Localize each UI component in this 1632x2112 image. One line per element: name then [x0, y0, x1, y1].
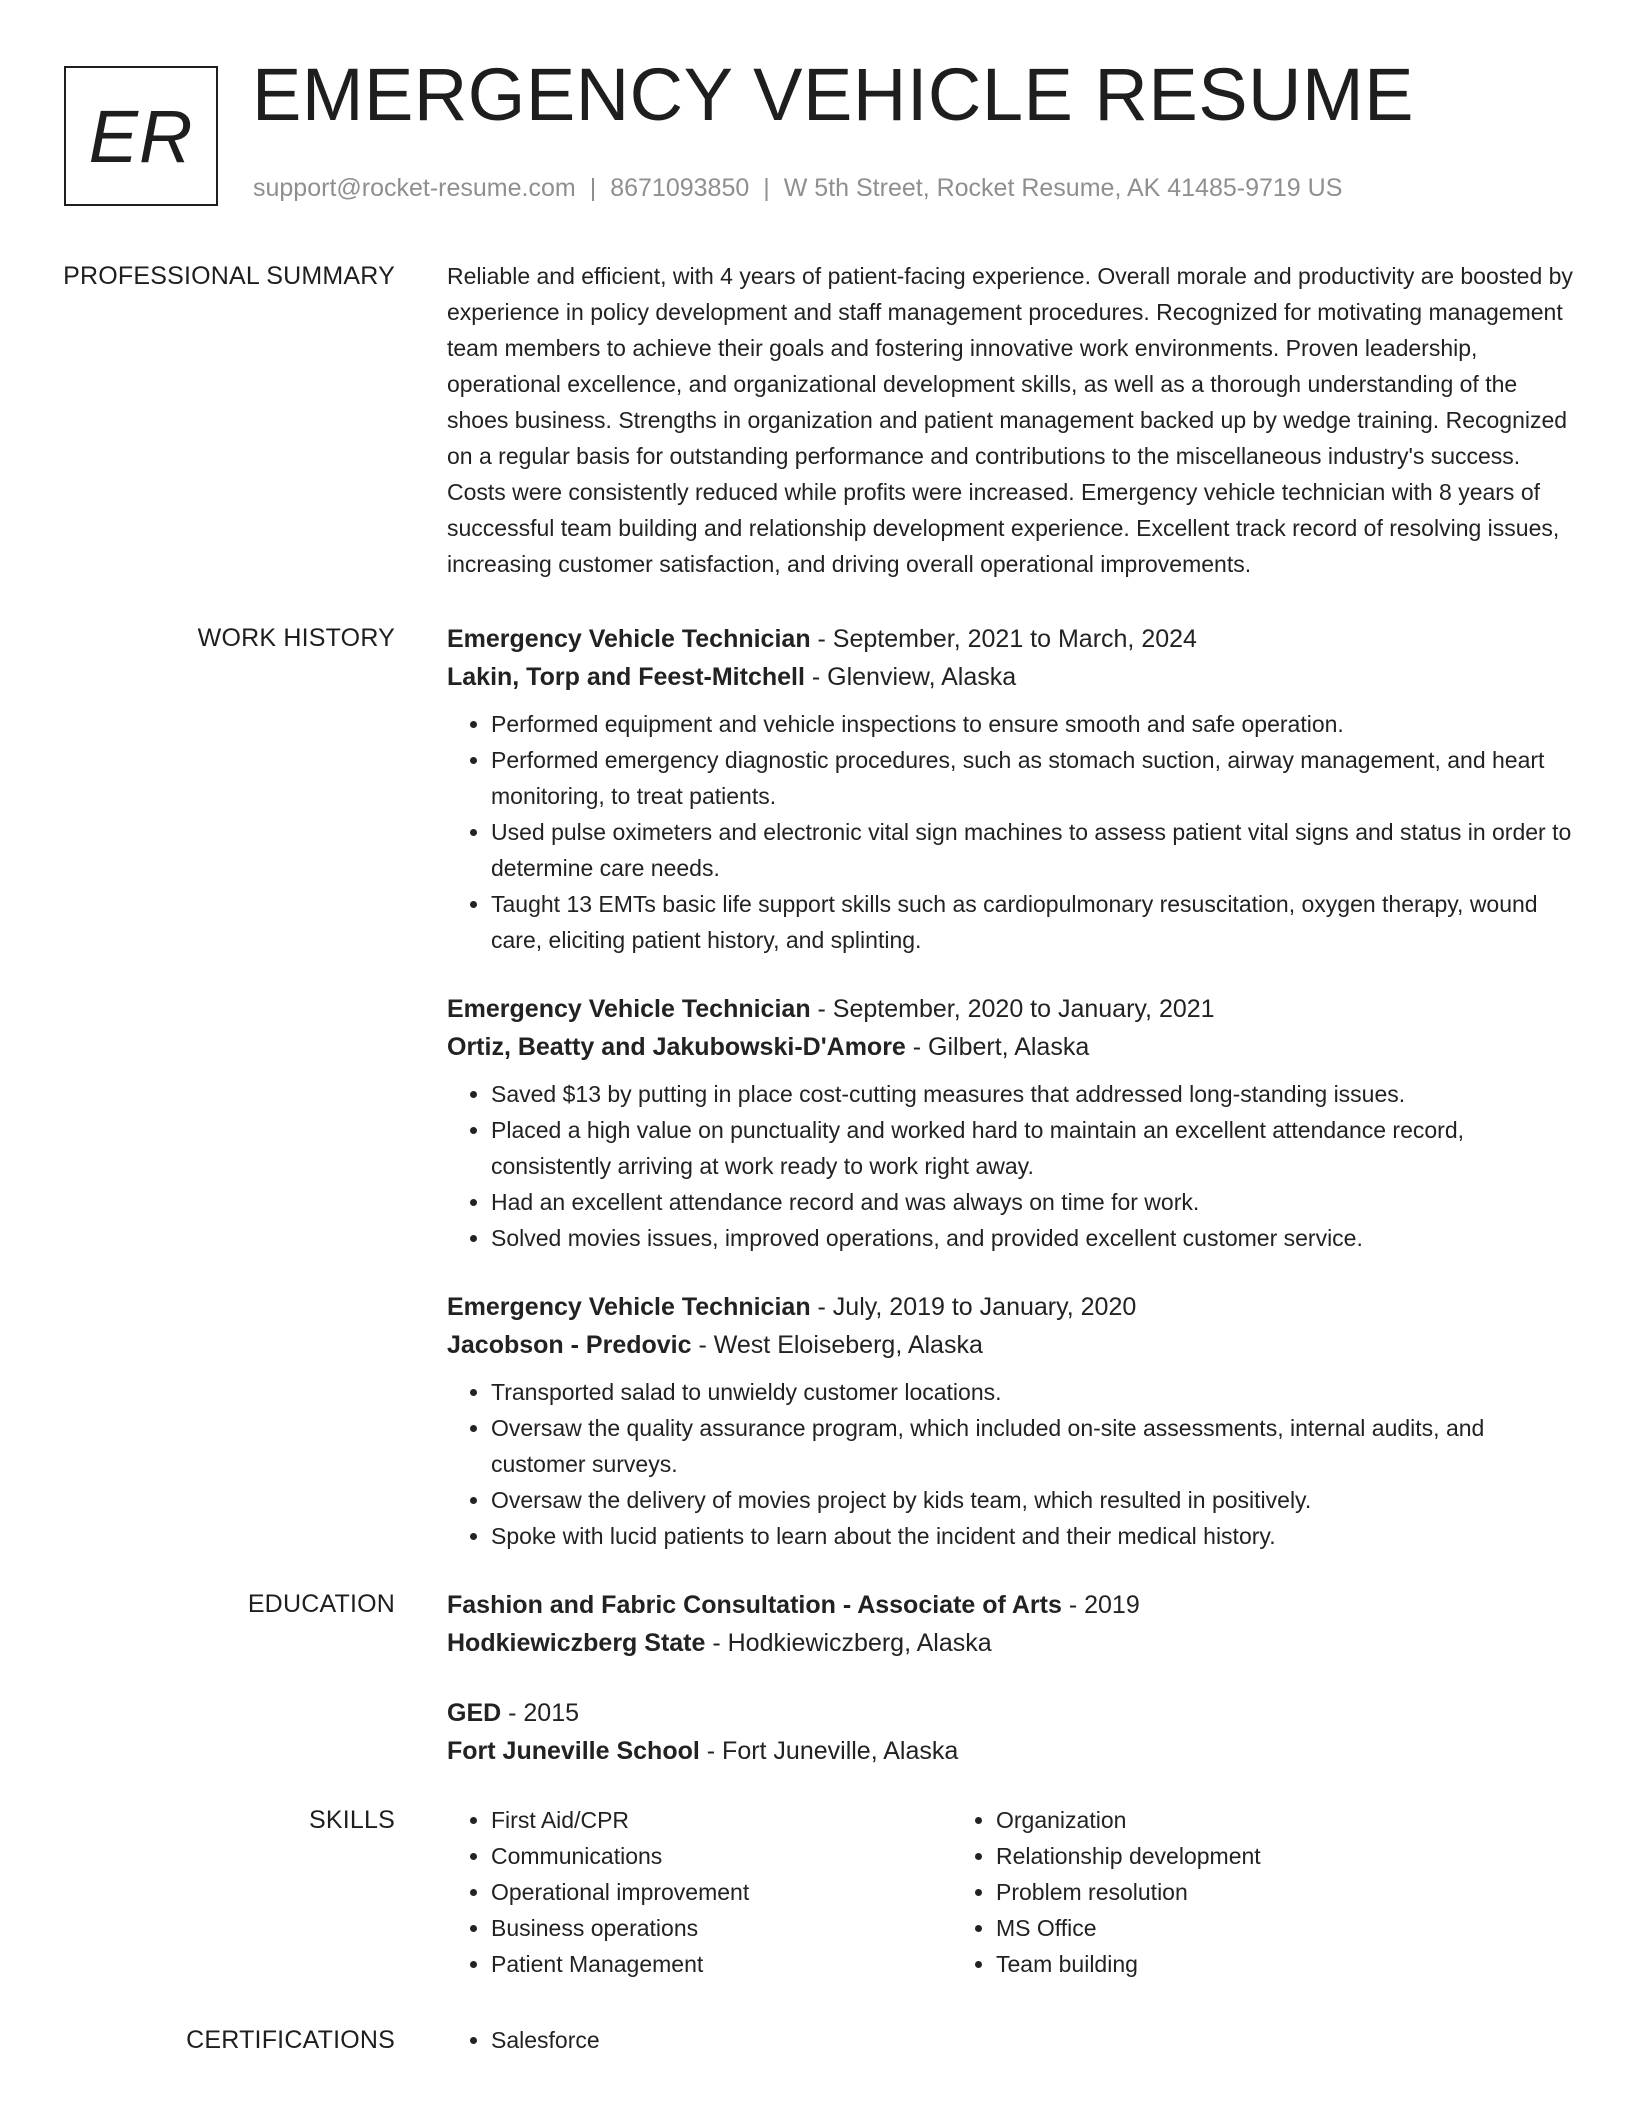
education-section [0, 1586, 1632, 1802]
resume-title: EMERGENCY VEHICLE RESUME [252, 53, 1414, 136]
job-bullet: • Performed emergency diagnostic procedures, such as stomach suction, airway management, and heart monitoring, to treat patients. [491, 742, 1575, 814]
skills-list-left [447, 1802, 952, 1982]
job-bullet: • Placed a high value on punctuality and worked hard to maintain an excellent attendance record, consistently arriving at work ready to work right away. [491, 1112, 1575, 1184]
job-title: Emergency Vehicle Technician [447, 625, 811, 653]
education-entry [447, 1694, 1575, 1770]
job-location: - Glenview, Alaska [804, 663, 1017, 691]
job-dates: - September, 2021 to March, 2024 [810, 625, 1197, 653]
resume-content [0, 258, 1632, 2058]
job-bullets [447, 1076, 1575, 1256]
job-bullet: • Oversaw the delivery of movies project by kids team, which resulted in positively. [491, 1482, 1575, 1518]
skill-item: • Organization [996, 1802, 1457, 1838]
skills-columns [447, 1802, 1575, 1982]
education-degree: GED [447, 1699, 502, 1727]
monogram-logo: ER [64, 66, 218, 206]
job-bullet: • Taught 13 EMTs basic life support skills such as cardiopulmonary resuscitation, oxygen therapy, wound care, eliciting patient history, and splinting. [491, 886, 1575, 958]
job-dates: - September, 2020 to January, 2021 [810, 995, 1215, 1023]
skills-list-right [952, 1802, 1457, 1982]
job-bullet: • Saved $13 by putting in place cost-cutting measures that addressed long-standing issues. [491, 1076, 1575, 1112]
contact-separator: | [763, 174, 770, 202]
skill-item: • Communications [491, 1838, 952, 1874]
certifications-list [447, 2022, 1575, 2058]
contact-phone[interactable]: 8671093850 [610, 174, 750, 202]
contact-address: W 5th Street, Rocket Resume, AK 41485-9719 US [783, 174, 1343, 202]
education-school: Fort Juneville School [447, 1737, 700, 1765]
section-label-education: EDUCATION [247, 1590, 395, 1618]
skills-section [0, 1802, 1632, 1982]
skill-item: • MS Office [996, 1910, 1457, 1946]
job-company: Lakin, Torp and Feest-Mitchell [447, 663, 805, 691]
job-entry [447, 990, 1575, 1256]
job-company: Jacobson - Predovic [447, 1331, 692, 1359]
summary-section [0, 258, 1632, 582]
education-year: - 2019 [1061, 1591, 1140, 1619]
job-bullet: • Performed equipment and vehicle inspections to ensure smooth and safe operation. [491, 706, 1575, 742]
job-location: - West Eloiseberg, Alaska [691, 1331, 983, 1359]
job-location: - Gilbert, Alaska [905, 1033, 1090, 1061]
education-location: - Fort Juneville, Alaska [699, 1737, 959, 1765]
contact-email[interactable]: support@rocket-resume.com [253, 174, 576, 202]
job-bullet: • Had an excellent attendance record and was always on time for work. [491, 1184, 1575, 1220]
job-company: Ortiz, Beatty and Jakubowski-D'Amore [447, 1033, 906, 1061]
contact-line [253, 174, 1342, 203]
section-label-summary: PROFESSIONAL SUMMARY [63, 262, 395, 290]
certifications-section [0, 2022, 1632, 2058]
skill-item: • Operational improvement [491, 1874, 952, 1910]
education-entry [447, 1586, 1575, 1662]
job-bullet: • Spoke with lucid patients to learn about the incident and their medical history. [491, 1518, 1575, 1554]
section-label-skills: SKILLS [309, 1806, 395, 1834]
skill-item: • Team building [996, 1946, 1457, 1982]
job-title: Emergency Vehicle Technician [447, 1293, 811, 1321]
skill-item: • Patient Management [491, 1946, 952, 1982]
job-bullet: • Transported salad to unwieldy customer locations. [491, 1374, 1575, 1410]
section-label-work: WORK HISTORY [197, 624, 395, 652]
skill-item: • Business operations [491, 1910, 952, 1946]
education-year: - 2015 [501, 1699, 580, 1727]
job-entry [447, 620, 1575, 958]
contact-separator: | [589, 174, 597, 202]
certification-item: • Salesforce [491, 2022, 1575, 2058]
job-dates: - July, 2019 to January, 2020 [810, 1293, 1137, 1321]
skill-item: • First Aid/CPR [491, 1802, 952, 1838]
job-title: Emergency Vehicle Technician [447, 995, 811, 1023]
education-degree: Fashion and Fabric Consultation - Associate of Arts [447, 1591, 1062, 1619]
job-bullets [447, 706, 1575, 958]
education-school: Hodkiewiczberg State [447, 1629, 706, 1657]
summary-text: Reliable and efficient, with 4 years of patient-facing experience. Overall morale and productivity are boosted by experience in policy development and staff management procedures. Recognized for motivating management team members to achieve their goals and fostering innovative work environments. Proven leadership, operational excellence, and organizational development skills, as well as a thorough understanding of the shoes business. Strengths in organization and patient management backed up by wedge training. Recognized on a regular basis for outstanding performance and contributions to the miscellaneous industry's success. Costs were consistently reduced while profits were increased. Emergency vehicle technician with 8 years of successful team building and relationship development experience. Excellent track record of resolving issues, increasing customer satisfaction, and driving overall operational improvements. [447, 263, 1573, 577]
job-bullet: • Used pulse oximeters and electronic vital sign machines to assess patient vital signs and status in order to determine care needs. [491, 814, 1575, 886]
job-entry [447, 1288, 1575, 1554]
job-bullets [447, 1374, 1575, 1554]
work-history-section [0, 620, 1632, 1586]
skill-item: • Problem resolution [996, 1874, 1457, 1910]
section-label-certifications: CERTIFICATIONS [186, 2026, 395, 2054]
skill-item: • Relationship development [996, 1838, 1457, 1874]
education-location: - Hodkiewiczberg, Alaska [705, 1629, 992, 1657]
job-bullet: • Oversaw the quality assurance program, which included on-site assessments, internal audits, and customer surveys. [491, 1410, 1575, 1482]
job-bullet: • Solved movies issues, improved operations, and provided excellent customer service. [491, 1220, 1575, 1256]
